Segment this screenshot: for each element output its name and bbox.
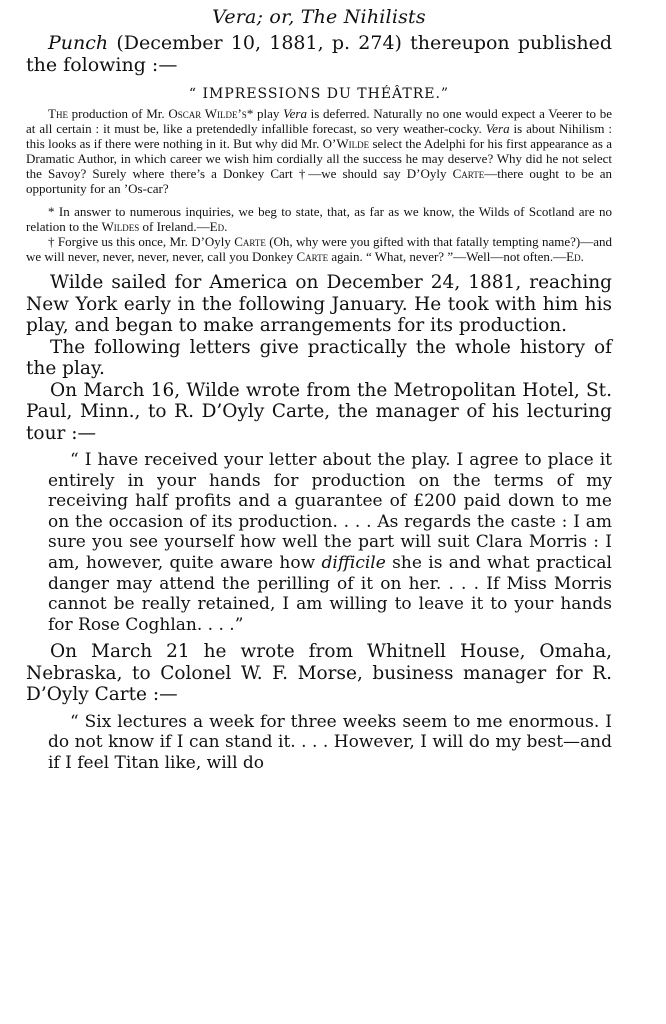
paragraph-letters: The following letters give practically the whole history of the play. [26, 336, 612, 379]
footnote-dagger: † Forgive us this once, Mr. D’Oyly Carte (Oh, why were you gifted with that fatally tempting name?)—and we will never, never, never, never, call you Donkey Carte again. “ What, never? ”—Well—not often.—Ed. [26, 234, 612, 264]
paragraph-sailing: Wilde sailed for America on December 24, 1881, reaching New York early in the following January. He took with him his play, and began to make arrangements for its production. [26, 272, 612, 336]
footnote-asterisk: * In answer to numerous inquiries, we beg to state, that, as far as we know, the Wilds of Scotland are no relation to the Wildes of Ireland.—Ed. [26, 204, 612, 234]
punch-article-text: The production of Mr. Oscar Wilde’s* play Vera is deferred. Naturally no one would expect a Veerer to be at all certain : it must be, like a pretendedly infallible forecast, so very weather-cocky. Vera is about Nihilism : this looks as if there were nothing in it. But why did Mr. O’Wilde select the Adelphi for his first appearance as a Dramatic Author, in which career we wish him cordially all the success he may deserve? Why did he not select the Savoy? Surely where there’s a Donkey Cart †—we should say D’Oyly Carte—there ought to be an opportunity for an ’Os-car? [26, 106, 613, 196]
running-head: Vera; or, The Nihilists [212, 6, 426, 28]
quote-letter-morse: “ Six lectures a week for three weeks seem to me enormous. I do not know if I can stand it. . . . However, I will do my best—and if I feel Titan like, will do [48, 711, 612, 774]
paragraph-march-16: On March 16, Wilde wrote from the Metropolitan Hotel, St. Paul, Minn., to R. D’Oyly Carte, the manager of his lecturing tour :— [26, 379, 612, 444]
quote-letter-carte: “ I have received your letter about the play. I agree to place it entirely in your hands for production on the terms of my receiving half profits and a guarantee of £200 paid down to me on the occasion of its production. . . . As regards the caste : I am sure you see yourself how well the part will suit Clara Morris : I am, however, quite aware how difficile she is and what practical danger may attend the perilling of it on her. . . . If Miss Morris cannot be really retained, I am willing to leave it to your hands for Rose Coghlan. . . .” [48, 450, 612, 635]
intro-paragraph [26, 32, 612, 76]
journal-name: Punch [48, 32, 109, 54]
punch-article-title: “ IMPRESSIONS DU THÉÂTRE.” [188, 86, 450, 102]
book-page [26, 6, 612, 774]
paragraph-march-21: On March 21 he wrote from Whitnell House, Omaha, Nebraska, to Colonel W. F. Morse, business manager for R. D’Oyly Carte :— [26, 641, 612, 706]
intro-text: (December 10, 1881, p. 274) thereupon published the folowing :— [26, 32, 612, 76]
